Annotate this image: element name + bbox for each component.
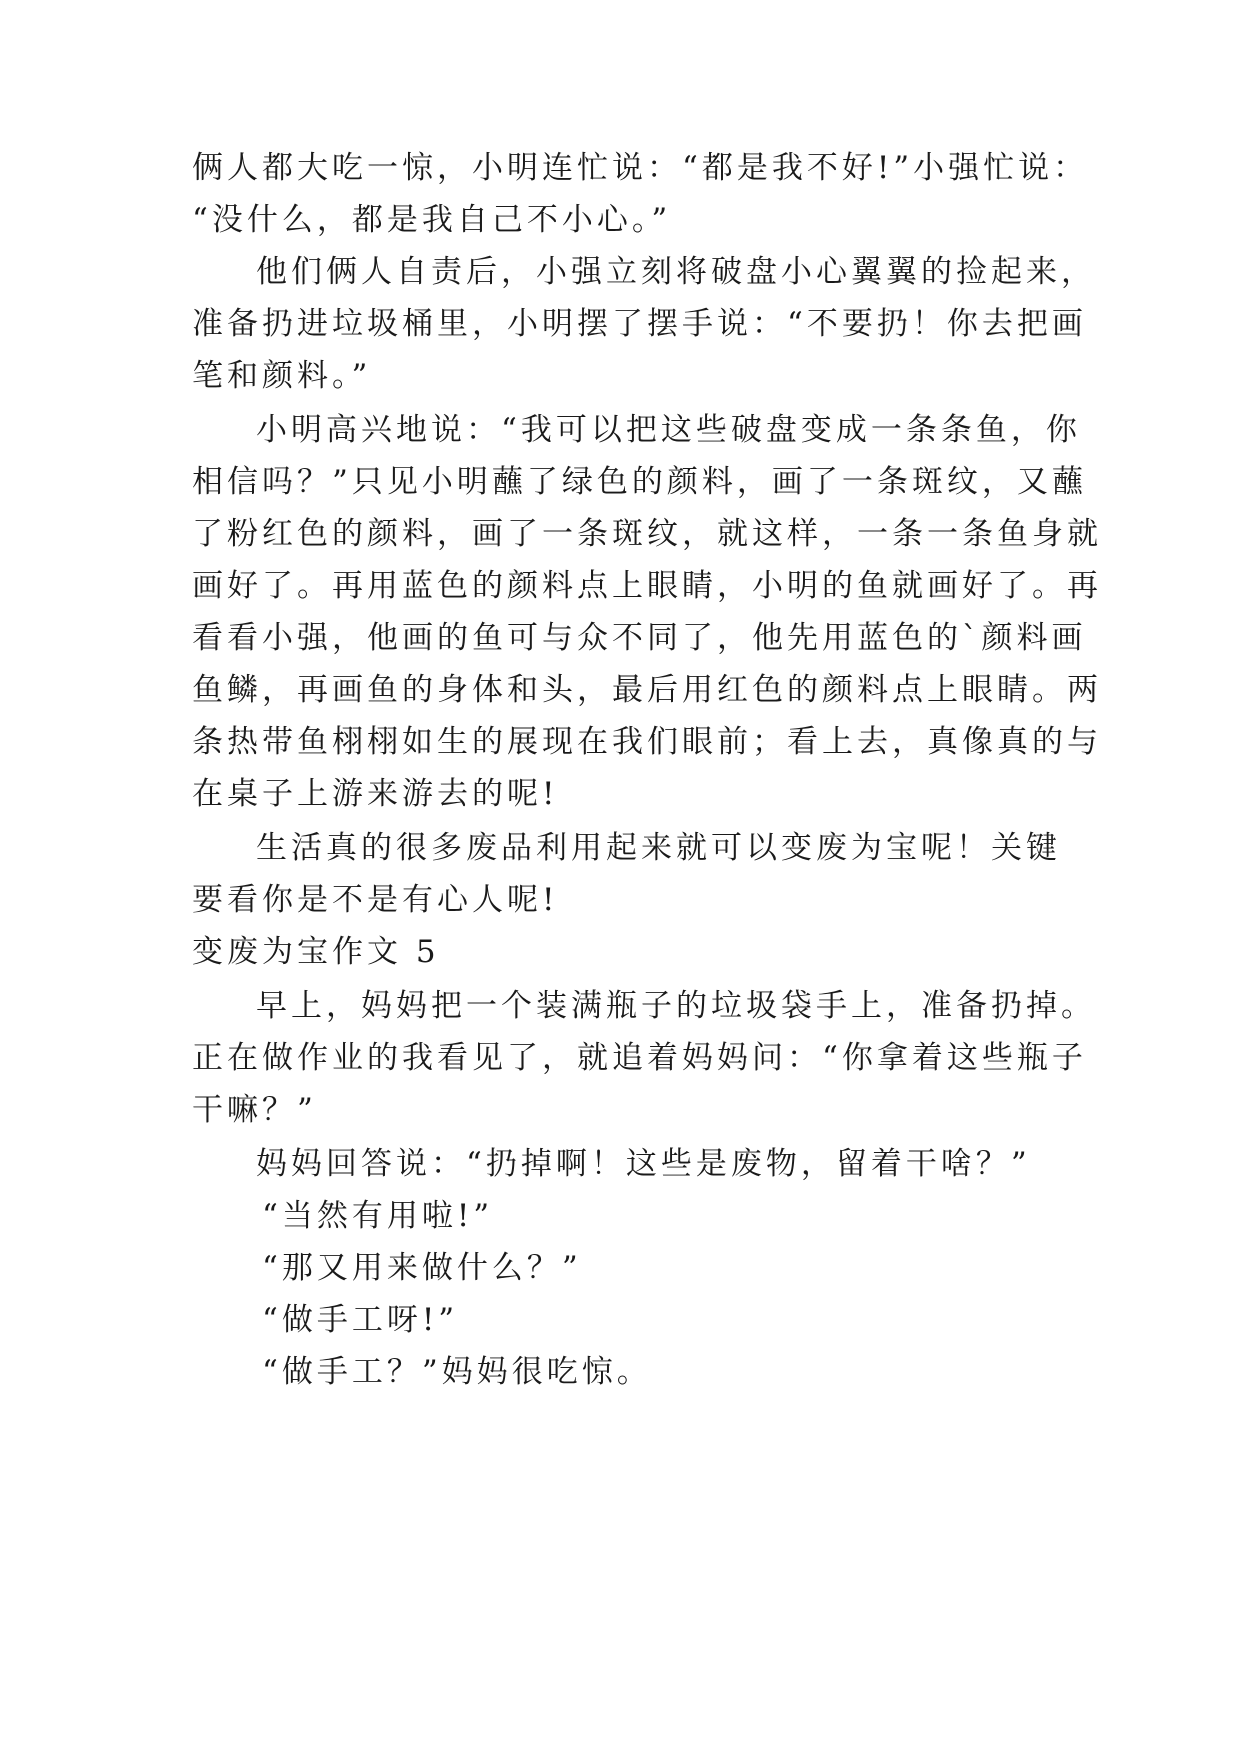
paragraph-start: 早上，妈妈把一个装满瓶子的垃圾袋手上，准备扔掉。 [256, 988, 1096, 1024]
text-line: 相信吗？”只见小明蘸了绿色的颜料，画了一条斑纹，又蘸 [192, 464, 1087, 500]
paragraph-start: 小明高兴地说：“我可以把这些破盘变成一条条鱼，你 [256, 412, 1081, 448]
dialogue-line: “做手工呀!” [262, 1302, 459, 1338]
paragraph-start: 他们俩人自责后，小强立刻将破盘小心翼翼的捡起来， [256, 254, 1096, 290]
paragraph-start: 妈妈回答说：“扔掉啊！这些是废物，留着干啥？” [256, 1146, 1031, 1182]
text-line: 在桌子上游来游去的呢! [192, 776, 559, 812]
text-line: 画好了。再用蓝色的颜料点上眼睛，小明的鱼就画好了。再 [192, 568, 1102, 604]
text-line: 笔和颜料。” [192, 358, 372, 394]
text-line: 条热带鱼栩栩如生的展现在我们眼前；看上去，真像真的与 [192, 724, 1102, 760]
text-line: 干嘛？” [192, 1092, 317, 1128]
text-line: 正在做作业的我看见了，就追着妈妈问：“你拿着这些瓶子 [192, 1040, 1087, 1076]
dialogue-line: “做手工？”妈妈很吃惊。 [262, 1354, 652, 1390]
text-line: 要看你是不是有心人呢! [192, 882, 559, 918]
section-heading: 变废为宝作文 5 [192, 934, 440, 970]
dialogue-line: “当然有用啦!” [262, 1198, 494, 1234]
text-line: 鱼鳞，再画鱼的身体和头，最后用红色的颜料点上眼睛。两 [192, 672, 1102, 708]
text-line: 了粉红色的颜料，画了一条斑纹，就这样，一条一条鱼身就 [192, 516, 1102, 552]
dialogue-line: “那又用来做什么？” [262, 1250, 582, 1286]
text-line: 看看小强，他画的鱼可与众不同了，他先用蓝色的`颜料画 [192, 620, 1087, 656]
text-line: 准备扔进垃圾桶里，小明摆了摆手说：“不要扔！你去把画 [192, 306, 1087, 342]
text-line: “没什么，都是我自己不小心。” [192, 202, 672, 238]
text-line: 俩人都大吃一惊，小明连忙说：“都是我不好!”小强忙说： [192, 150, 1089, 186]
paragraph-start: 生活真的很多废品利用起来就可以变废为宝呢！关键 [256, 830, 1061, 866]
